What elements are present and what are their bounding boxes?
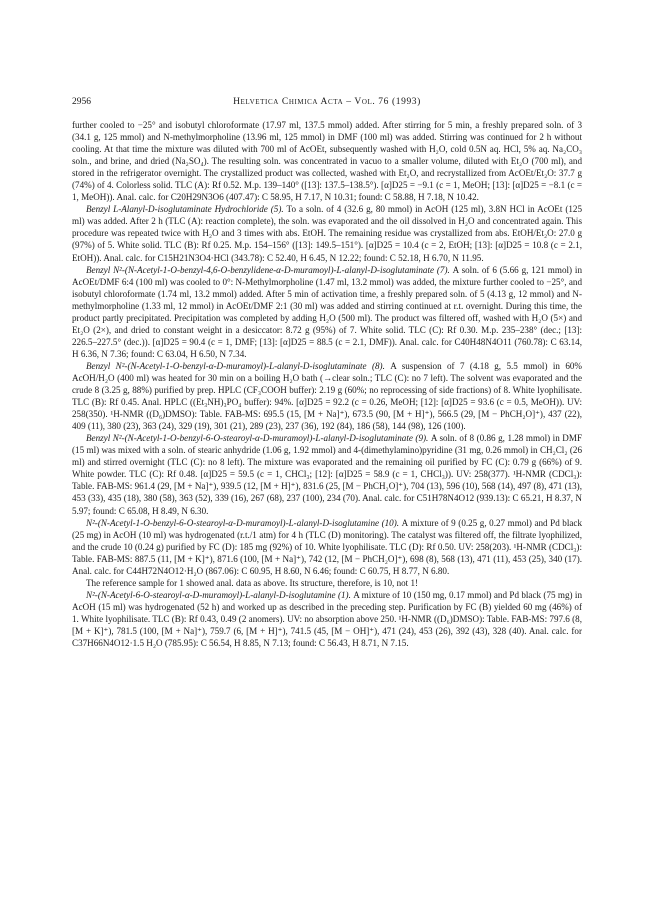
- compound-heading: N²-(N-Acetyl-6-O-stearoyl-α-D-muramoyl)-L-alanyl-D-isoglutamine (1).: [86, 589, 354, 600]
- paragraph-text: further cooled to −25° and isobutyl chloroformate (17.97 ml, 137.5 mmol) added. After stirring for 5 min, a freshly prepared soln. of 3 (34.1 g, 125 mmol) and N-methylmorpholine (13.96 ml, 125 mmol) in DMF (100 ml) was added. Stirring was continued for 2 h without cooling. At that time the mixture was diluted with 700 ml of AcOEt, subsequently washed with H₂O, cold 0.5N aq. HCl, 5% aq. Na₂CO₃ soln., and brine, and dried (Na₂SO₄). The resulting soln. was concentrated in vacuo to a smaller volume, diluted with Et₂O (700 ml), and stored in the refrigerator overnight. The crystallized product was collected, washed with Et₂O, and recrystallized from AcOEt/Et₂O: 37.7 g (74%) of 4. Colorless solid. TLC (A): Rf 0.52. M.p. 139–140° ([13]: 137.5–138.5°). [α]D25 = −9.1 (c = 1, MeOH; [13]: [α]D25 = −8.1 (c = 1, MeOH)). Anal. calc. for C20H29N3O6 (407.47): C 58.95, H 7.17, N 10.31; found: C 58.88, H 7.18, N 10.42.: [72, 120, 582, 203]
- paragraph-text: A soln. of 6 (5.66 g, 121 mmol) in AcOEt/DMF 6:4 (100 ml) was cooled to 0°: N-Methylmorpholine (1.47 ml, 13.2 mmol) was added, the mixture further cooled to −25°, and isobutyl chloroformate (1.74 ml, 13.2 mmol) added. After 5 min of activation time, a freshly prepared soln. of 5 (4.13 g, 12 mmol) and N-methylmorpholine (1.33 ml, 12 mmol) in AcOEt/DMF 2:1 (30 ml) was added and stirring continued at r.t. overnight. During this time, the product partly precipitated. Precipitation was completed by adding H₂O (500 ml). The product was filtered off, washed with H₂O (5×) and Et₂O (2×), and dried to constant weight in a desiccator: 8.72 g (95%) of 7. White solid. TLC (C): Rf 0.30. M.p. 235–238° (dec.; [13]: 226.5–227.5° (dec.)). [α]D25 = 90.4 (c = 1, DMF; [13]: [α]D25 = 88.5 (c = 2.1, DMF)). Anal. calc. for C40H48N4O11 (760.78): C 63.14, H 6.36, N 7.36; found: C 63.04, H 6.50, N 7.34.: [72, 264, 582, 359]
- paragraph-0: [72, 119, 582, 203]
- paragraph-text: A suspension of 7 (4.18 g, 5.5 mmol) in 60% AcOH/H₂O (400 ml) was heated for 30 min on a boiling H₂O bath (→clear soln.; TLC (C): no 7 left). The solvent was evaporated and the crude 8 (3.25 g, 88%) purified by prep. HPLC (CF₃COOH buffer): 2.19 g (60%; no reprocessing of side fractions) of 8. White lyophilisate. TLC (B): Rf 0.45. Anal. HPLC ((Et₃NH)₃PO₄ buffer): 94%. [α]D25 = 92.2 (c = 0.26, MeOH; [12]: [α]D25 = 93.6 (c = 0.5, MeOH)). UV: 258(350). ¹H-NMR ((D₆)DMSO): Table. FAB-MS: 695.5 (15, [M + Na]⁺), 673.5 (90, [M + H]⁺), 566.5 (29, [M − PhCH₂O]⁺), 437 (22), 409 (11), 380 (23), 363 (24), 329 (19), 301 (21), 289 (23), 237 (36), 192 (84), 186 (58), 144 (98), 126 (100).: [72, 360, 582, 432]
- paragraph-compound-10: [72, 517, 582, 577]
- compound-heading: N²-(N-Acetyl-1-O-benzyl-6-O-stearoyl-α-D-muramoyl)-L-alanyl-D-isoglutamine (10).: [86, 517, 402, 528]
- paragraph-compound-1: [72, 589, 582, 649]
- paragraph-text: A mixture of 10 (150 mg, 0.17 mmol) and Pd black (75 mg) in AcOH (15 ml) was hydrogenated (52 h) and worked up as described in the preceding step. Purification by FC (B) yielded 60 mg (46%) of 1. White lyophilisate. TLC (B): Rf 0.43, 0.49 (2 anomers). UV: no absorption above 250. ¹H-NMR ((D₆)DMSO): Table. FAB-MS: 797.6 (8, [M + K]⁺), 781.5 (100, [M + Na]⁺), 759.7 (6, [M + H]⁺), 741.5 (45, [M − OH]⁺), 471 (24), 453 (26), 392 (43), 328 (40). Anal. calc. for C37H66N4O12·1.5 H₂O (785.95): C 56.54, H 8.85, N 7.13; found: C 56.43, H 8.71, N 7.15.: [72, 589, 582, 649]
- paragraph-compound-8: [72, 360, 582, 432]
- paragraph-compound-5: [72, 203, 582, 263]
- paragraph-text: A soln. of 8 (0.86 g, 1.28 mmol) in DMF (15 ml) was mixed with a soln. of stearic anhydride (1.06 g, 1.92 mmol) and 4-(dimethylamino)pyridine (31 mg, 0.26 mmol) in CH₂Cl₂ (26 ml) and stirred overnight (TLC (C): no 8 left). The mixture was evaporated and the remaining oil purified by FC (C): 0.79 g (66%) of 9. White powder. TLC (C): Rf 0.48. [α]D25 = 59.5 (c = 1, CHCl₃; [12]: [α]D25 = 58.9 (c = 1, CHCl₃)). UV: 258(377). ¹H-NMR (CDCl₃): Table. FAB-MS: 961.4 (29, [M + Na]⁺), 939.5 (12, [M + H]⁺), 831.6 (25, [M − PhCH₂O]⁺), 704 (13), 596 (10), 568 (14), 497 (8), 471 (13), 453 (33), 435 (18), 380 (58), 363 (52), 339 (16), 267 (68), 237 (100), 234 (70). Anal. calc. for C51H78N4O12 (939.13): C 65.21, H 8.37, N 5.97; found: C 65.08, H 8.49, N 6.30.: [72, 433, 583, 516]
- compound-heading: Benzyl L-Alanyl-D-isoglutaminate Hydrochloride (5).: [86, 204, 287, 215]
- compound-heading: Benzyl N²-(N-Acetyl-1-O-benzyl-4,6-O-benzylidene-α-D-muramoyl)-L-alanyl-D-isoglutaminate (7).: [86, 264, 453, 275]
- compound-heading: Benzyl N²-(N-Acetyl-1-O-benzyl-6-O-stearoyl-α-D-muramoyl)-L-alanyl-D-isoglutaminate (9).: [86, 433, 431, 444]
- paragraph-text: A mixture of 9 (0.25 g, 0.27 mmol) and Pd black (25 mg) in AcOH (10 ml) was hydrogenated (r.t./1 atm) for 4 h (TLC (D) monitoring). The catalyst was filtered off, the filtrate lyophilized, and the crude 10 (0.24 g) purified by FC (D): 185 mg (92%) of 10. White lyophilisate. TLC (D): Rf 0.50. UV: 258(203). ¹H-NMR (CDCl₃): Table. FAB-MS: 887.5 (11, [M + K]⁺), 871.6 (100, [M + Na]⁺), 742 (12, [M − PhCH₂O]⁺), 698 (8), 568 (13), 471 (11), 453 (25), 340 (17). Anal. calc. for C44H72N4O12·H₂O (867.06): C 60.95, H 8.60, N 6.46; found: C 60.75, H 8.77, N 6.80.: [72, 517, 583, 576]
- article-body: [72, 119, 582, 649]
- running-header: [72, 95, 582, 109]
- paragraph-reference-note: [72, 577, 582, 589]
- paragraph-text: The reference sample for 1 showed anal. data as above. Its structure, therefore, is 10, not 1!: [86, 577, 419, 588]
- page-number: 2956: [72, 97, 91, 107]
- paragraph-text: To a soln. of 4 (32.6 g, 80 mmol) in AcOH (125 ml), 3.8N HCl in AcOEt (125 ml) was added. After 2 h (TLC (A): reaction complete), the soln. was evaporated and the oil dissolved in H₂O and concentrated again. This procedure was repeated twice with H₂O and 3 times with abs. EtOH. The remaining residue was crystallized from abs. EtOH/Et₂O: 27.0 g (97%) of 5. White solid. TLC (B): Rf 0.25. M.p. 154–156° ([13]: 149.5–151°). [α]D25 = 10.4 (c = 2, EtOH; [13]: [α]D25 = 10.8 (c = 2.1, EtOH)). Anal. calc. for C15H21N3O4·HCl (343.78): C 52.40, H 6.45, N 12.22; found: C 52.18, H 6.70, N 11.95.: [72, 204, 582, 263]
- paragraph-compound-9: [72, 432, 582, 516]
- journal-title: Helvetica Chimica Acta – Vol. 76 (1993): [233, 97, 421, 107]
- paragraph-compound-7: [72, 264, 582, 360]
- compound-heading: Benzyl N²-(N-Acetyl-1-O-benzyl-α-D-muramoyl)-L-alanyl-D-isoglutaminate (8).: [86, 360, 391, 371]
